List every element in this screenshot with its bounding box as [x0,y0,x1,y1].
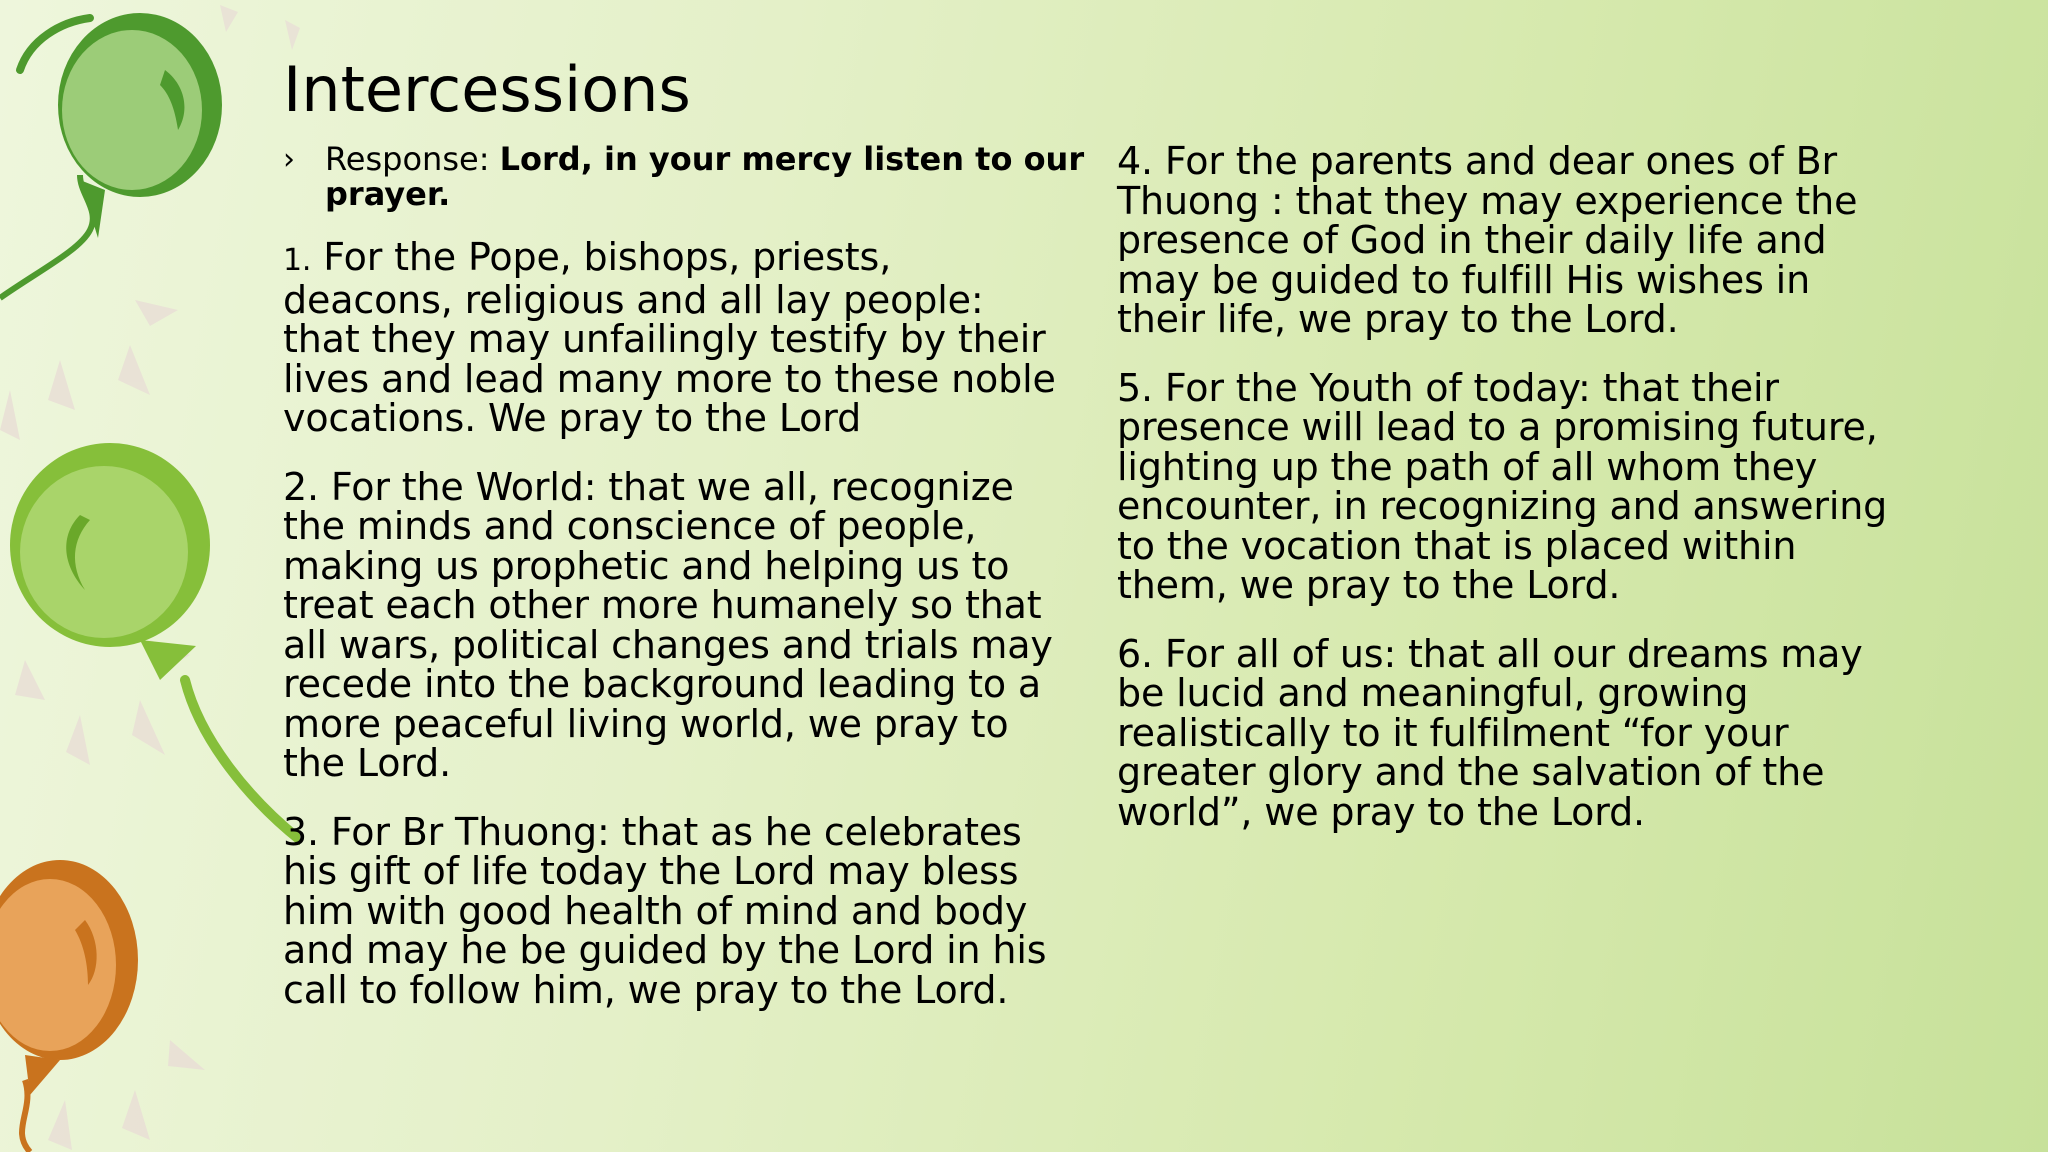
intercession-3: 3. For Br Thuong: that as he celebrates his gift of life today the Lord may bless him with good health of mind and body and may he be guided by the Lord in his call to follow him, we pray to the Lord. [283,809,1047,1012]
intercession-number: 1. [283,243,312,278]
right-column [1117,139,2017,861]
balloon-icon-lime [10,443,300,880]
balloon-icon-green [0,13,222,298]
response-text-line1: Lord, in your mercy listen to our [499,140,1085,178]
slide-title: Intercessions [283,53,691,126]
intercession-4: 4. For the parents and dear ones of Br Thuong : that they may experience the presence of God in their daily life and may be guided to fulfill His wishes in their life, we pray to the Lord. [1117,139,1858,341]
intercession-1: 1. For the Pope, bishops, priests, deacons, religious and all lay people: that they may unfailingly testify by their lives and lead many more to these noble vocations. We pray to the Lord [283,235,1056,440]
bullet-chevron-icon: › [283,142,295,177]
response-text-line2: prayer. [325,175,451,213]
intercession-5: 5. For the Youth of today: that their presence will lead to a promising future, lighting up the path of all whom they encounter, in recognizing and answering to the vocation that is placed within them, we pray to the Lord. [1117,365,1888,607]
response-bullet [283,140,1085,213]
left-column [283,140,1085,1039]
response-label: Response: [325,140,500,178]
balloon-icon-orange [0,860,138,1152]
intercession-6: 6. For all of us: that all our dreams may be lucid and meaningful, growing realistically to it fulfilment “for your greater glory and the salvation of the world”, we pray to the Lord. [1117,631,1863,834]
intercession-2: 2. For the World: that we all, recognize the minds and conscience of people, making us prophetic and helping us to treat each other more humanely so that all wars, political changes and trials may recede into the background leading to a more peaceful living world, we pray to the Lord. [283,464,1053,785]
balloon-decoration [0,0,300,1152]
